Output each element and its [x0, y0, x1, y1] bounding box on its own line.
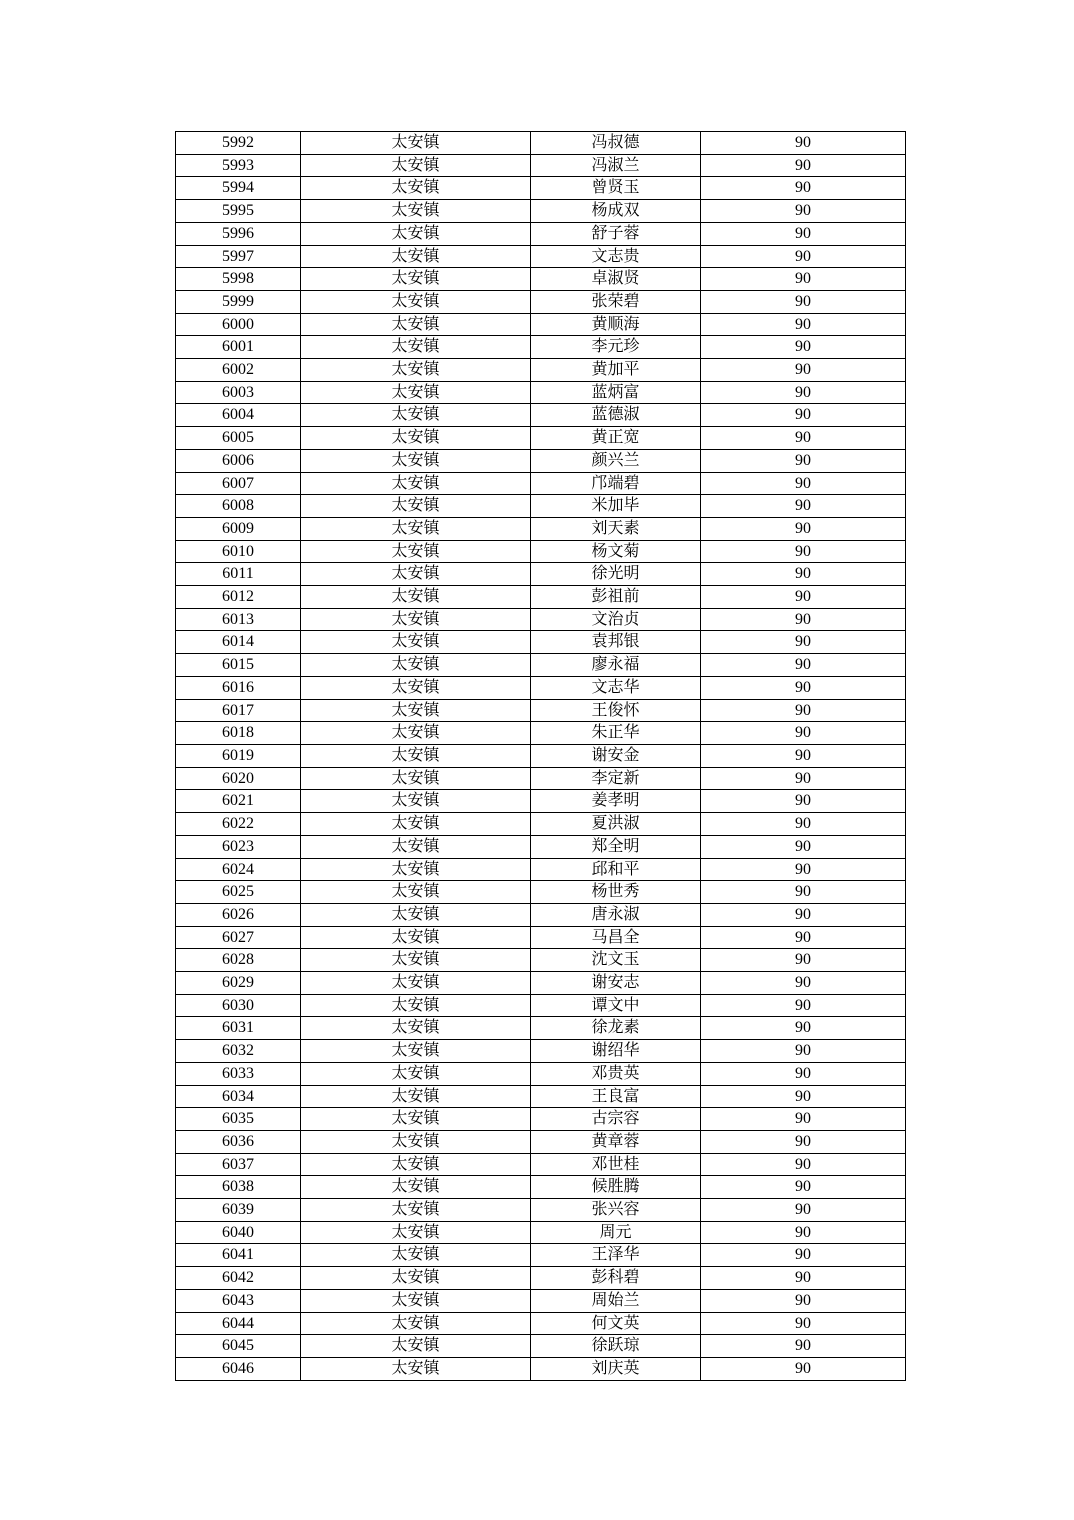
- cell-town: 太安镇: [301, 359, 531, 382]
- cell-town: 太安镇: [301, 586, 531, 609]
- table-row: [176, 654, 906, 677]
- table-row: [176, 268, 906, 291]
- cell-id: 6007: [176, 472, 301, 495]
- cell-town: 太安镇: [301, 790, 531, 813]
- table-row: [176, 1130, 906, 1153]
- cell-score: 90: [701, 472, 906, 495]
- cell-score: 90: [701, 813, 906, 836]
- cell-id: 6014: [176, 631, 301, 654]
- cell-town: 太安镇: [301, 994, 531, 1017]
- cell-town: 太安镇: [301, 1017, 531, 1040]
- table-row: [176, 1176, 906, 1199]
- cell-name: 杨成双: [531, 200, 701, 223]
- table-row: [176, 1335, 906, 1358]
- cell-name: 邱和平: [531, 858, 701, 881]
- table-row: [176, 586, 906, 609]
- cell-id: 6036: [176, 1130, 301, 1153]
- cell-name: 袁邦银: [531, 631, 701, 654]
- cell-score: 90: [701, 177, 906, 200]
- cell-id: 6020: [176, 767, 301, 790]
- cell-town: 太安镇: [301, 177, 531, 200]
- table-row: [176, 517, 906, 540]
- cell-name: 廖永福: [531, 654, 701, 677]
- cell-id: 5999: [176, 290, 301, 313]
- cell-id: 6025: [176, 881, 301, 904]
- cell-name: 冯叔德: [531, 132, 701, 155]
- cell-town: 太安镇: [301, 1289, 531, 1312]
- cell-score: 90: [701, 1130, 906, 1153]
- table-row: [176, 1040, 906, 1063]
- cell-id: 6044: [176, 1312, 301, 1335]
- cell-score: 90: [701, 540, 906, 563]
- cell-town: 太安镇: [301, 835, 531, 858]
- cell-name: 舒子蓉: [531, 222, 701, 245]
- cell-town: 太安镇: [301, 222, 531, 245]
- cell-id: 6026: [176, 903, 301, 926]
- table-row: [176, 699, 906, 722]
- cell-score: 90: [701, 949, 906, 972]
- cell-id: 6021: [176, 790, 301, 813]
- cell-score: 90: [701, 1153, 906, 1176]
- cell-town: 太安镇: [301, 563, 531, 586]
- table-row: [176, 449, 906, 472]
- cell-town: 太安镇: [301, 495, 531, 518]
- cell-name: 古宗容: [531, 1108, 701, 1131]
- cell-name: 何文英: [531, 1312, 701, 1335]
- cell-score: 90: [701, 200, 906, 223]
- table-row: [176, 858, 906, 881]
- cell-name: 杨世秀: [531, 881, 701, 904]
- cell-score: 90: [701, 290, 906, 313]
- cell-id: 6009: [176, 517, 301, 540]
- cell-name: 徐龙素: [531, 1017, 701, 1040]
- cell-name: 谢绍华: [531, 1040, 701, 1063]
- cell-score: 90: [701, 744, 906, 767]
- cell-town: 太安镇: [301, 926, 531, 949]
- cell-name: 王良富: [531, 1085, 701, 1108]
- cell-town: 太安镇: [301, 1062, 531, 1085]
- cell-score: 90: [701, 1357, 906, 1380]
- cell-town: 太安镇: [301, 472, 531, 495]
- cell-id: 6035: [176, 1108, 301, 1131]
- table-row: [176, 359, 906, 382]
- cell-town: 太安镇: [301, 949, 531, 972]
- table-row: [176, 563, 906, 586]
- cell-score: 90: [701, 449, 906, 472]
- cell-town: 太安镇: [301, 1085, 531, 1108]
- cell-score: 90: [701, 1017, 906, 1040]
- cell-id: 5993: [176, 154, 301, 177]
- table-row: [176, 200, 906, 223]
- cell-name: 文志贵: [531, 245, 701, 268]
- cell-town: 太安镇: [301, 268, 531, 291]
- table-row: [176, 290, 906, 313]
- table-row: [176, 222, 906, 245]
- cell-id: 6016: [176, 676, 301, 699]
- cell-name: 黄正宽: [531, 427, 701, 450]
- cell-town: 太安镇: [301, 1335, 531, 1358]
- table-row: [176, 813, 906, 836]
- table-row: [176, 495, 906, 518]
- cell-town: 太安镇: [301, 1176, 531, 1199]
- cell-name: 沈文玉: [531, 949, 701, 972]
- table-row: [176, 154, 906, 177]
- cell-name: 黄顺海: [531, 313, 701, 336]
- cell-id: 6004: [176, 404, 301, 427]
- cell-name: 朱正华: [531, 722, 701, 745]
- table-row: [176, 608, 906, 631]
- cell-score: 90: [701, 631, 906, 654]
- cell-score: 90: [701, 858, 906, 881]
- cell-name: 文志华: [531, 676, 701, 699]
- cell-name: 王泽华: [531, 1244, 701, 1267]
- cell-name: 郑全明: [531, 835, 701, 858]
- table-row: [176, 1085, 906, 1108]
- cell-id: 6040: [176, 1221, 301, 1244]
- cell-id: 5995: [176, 200, 301, 223]
- cell-name: 唐永淑: [531, 903, 701, 926]
- cell-score: 90: [701, 563, 906, 586]
- cell-id: 6012: [176, 586, 301, 609]
- cell-id: 6031: [176, 1017, 301, 1040]
- cell-name: 邓贵英: [531, 1062, 701, 1085]
- cell-id: 6046: [176, 1357, 301, 1380]
- table-row: [176, 1289, 906, 1312]
- table-row: [176, 177, 906, 200]
- cell-name: 徐光明: [531, 563, 701, 586]
- table-row: [176, 427, 906, 450]
- cell-score: 90: [701, 245, 906, 268]
- cell-town: 太安镇: [301, 767, 531, 790]
- cell-id: 6034: [176, 1085, 301, 1108]
- cell-town: 太安镇: [301, 200, 531, 223]
- cell-id: 6039: [176, 1199, 301, 1222]
- cell-name: 黄加平: [531, 359, 701, 382]
- cell-score: 90: [701, 722, 906, 745]
- cell-id: 6023: [176, 835, 301, 858]
- table-row: [176, 1221, 906, 1244]
- cell-id: 6013: [176, 608, 301, 631]
- cell-name: 冯淑兰: [531, 154, 701, 177]
- cell-id: 6030: [176, 994, 301, 1017]
- cell-town: 太安镇: [301, 517, 531, 540]
- cell-id: 5998: [176, 268, 301, 291]
- cell-score: 90: [701, 1267, 906, 1290]
- cell-id: 6010: [176, 540, 301, 563]
- cell-score: 90: [701, 767, 906, 790]
- cell-id: 6018: [176, 722, 301, 745]
- cell-score: 90: [701, 1085, 906, 1108]
- cell-score: 90: [701, 359, 906, 382]
- cell-id: 6024: [176, 858, 301, 881]
- cell-id: 6002: [176, 359, 301, 382]
- cell-id: 5994: [176, 177, 301, 200]
- cell-score: 90: [701, 608, 906, 631]
- cell-town: 太安镇: [301, 631, 531, 654]
- cell-id: 6011: [176, 563, 301, 586]
- table-row: [176, 790, 906, 813]
- cell-name: 张兴容: [531, 1199, 701, 1222]
- cell-name: 蓝德淑: [531, 404, 701, 427]
- cell-name: 卓淑贤: [531, 268, 701, 291]
- cell-score: 90: [701, 1312, 906, 1335]
- cell-town: 太安镇: [301, 1357, 531, 1380]
- cell-town: 太安镇: [301, 132, 531, 155]
- cell-name: 夏洪淑: [531, 813, 701, 836]
- cell-name: 徐跃琼: [531, 1335, 701, 1358]
- cell-name: 张荣碧: [531, 290, 701, 313]
- cell-score: 90: [701, 699, 906, 722]
- cell-name: 黄章蓉: [531, 1130, 701, 1153]
- cell-score: 90: [701, 404, 906, 427]
- cell-name: 米加毕: [531, 495, 701, 518]
- cell-id: 6037: [176, 1153, 301, 1176]
- cell-town: 太安镇: [301, 449, 531, 472]
- cell-score: 90: [701, 1062, 906, 1085]
- table-row: [176, 767, 906, 790]
- cell-town: 太安镇: [301, 1312, 531, 1335]
- cell-id: 6000: [176, 313, 301, 336]
- cell-town: 太安镇: [301, 1108, 531, 1131]
- table-row: [176, 313, 906, 336]
- cell-town: 太安镇: [301, 654, 531, 677]
- table-row: [176, 949, 906, 972]
- cell-town: 太安镇: [301, 813, 531, 836]
- cell-score: 90: [701, 790, 906, 813]
- cell-town: 太安镇: [301, 290, 531, 313]
- cell-town: 太安镇: [301, 427, 531, 450]
- cell-name: 文治贞: [531, 608, 701, 631]
- cell-name: 邝端碧: [531, 472, 701, 495]
- cell-id: 5997: [176, 245, 301, 268]
- cell-name: 刘庆英: [531, 1357, 701, 1380]
- cell-name: 李元珍: [531, 336, 701, 359]
- table-row: [176, 631, 906, 654]
- table-row: [176, 1108, 906, 1131]
- cell-name: 马昌全: [531, 926, 701, 949]
- cell-score: 90: [701, 994, 906, 1017]
- table-row: [176, 1244, 906, 1267]
- cell-name: 周始兰: [531, 1289, 701, 1312]
- table-row: [176, 1199, 906, 1222]
- cell-score: 90: [701, 381, 906, 404]
- cell-id: 6022: [176, 813, 301, 836]
- cell-score: 90: [701, 881, 906, 904]
- cell-town: 太安镇: [301, 154, 531, 177]
- cell-id: 6032: [176, 1040, 301, 1063]
- cell-id: 6029: [176, 972, 301, 995]
- cell-score: 90: [701, 835, 906, 858]
- cell-id: 6019: [176, 744, 301, 767]
- cell-town: 太安镇: [301, 404, 531, 427]
- cell-town: 太安镇: [301, 608, 531, 631]
- table-row: [176, 404, 906, 427]
- table-row: [176, 472, 906, 495]
- cell-score: 90: [701, 495, 906, 518]
- records-table-body: [176, 132, 906, 1381]
- cell-town: 太安镇: [301, 676, 531, 699]
- cell-id: 6038: [176, 1176, 301, 1199]
- cell-score: 90: [701, 313, 906, 336]
- cell-town: 太安镇: [301, 1040, 531, 1063]
- cell-score: 90: [701, 1040, 906, 1063]
- table-row: [176, 881, 906, 904]
- cell-id: 6015: [176, 654, 301, 677]
- cell-score: 90: [701, 1108, 906, 1131]
- cell-id: 6028: [176, 949, 301, 972]
- cell-id: 6008: [176, 495, 301, 518]
- cell-town: 太安镇: [301, 881, 531, 904]
- cell-town: 太安镇: [301, 336, 531, 359]
- cell-town: 太安镇: [301, 722, 531, 745]
- cell-score: 90: [701, 1199, 906, 1222]
- cell-name: 刘天素: [531, 517, 701, 540]
- cell-name: 蓝炳富: [531, 381, 701, 404]
- cell-name: 彭祖前: [531, 586, 701, 609]
- cell-id: 6001: [176, 336, 301, 359]
- table-row: [176, 994, 906, 1017]
- cell-id: 6005: [176, 427, 301, 450]
- cell-town: 太安镇: [301, 972, 531, 995]
- cell-name: 候胜腾: [531, 1176, 701, 1199]
- cell-town: 太安镇: [301, 1130, 531, 1153]
- cell-town: 太安镇: [301, 1153, 531, 1176]
- cell-id: 6027: [176, 926, 301, 949]
- cell-id: 6033: [176, 1062, 301, 1085]
- table-row: [176, 676, 906, 699]
- table-row: [176, 245, 906, 268]
- cell-town: 太安镇: [301, 744, 531, 767]
- cell-score: 90: [701, 1176, 906, 1199]
- cell-score: 90: [701, 1289, 906, 1312]
- cell-score: 90: [701, 1335, 906, 1358]
- cell-score: 90: [701, 427, 906, 450]
- cell-score: 90: [701, 1244, 906, 1267]
- cell-id: 5996: [176, 222, 301, 245]
- table-row: [176, 381, 906, 404]
- cell-id: 6042: [176, 1267, 301, 1290]
- cell-id: 6045: [176, 1335, 301, 1358]
- cell-id: 5992: [176, 132, 301, 155]
- cell-town: 太安镇: [301, 1221, 531, 1244]
- cell-score: 90: [701, 154, 906, 177]
- cell-id: 6006: [176, 449, 301, 472]
- cell-town: 太安镇: [301, 858, 531, 881]
- table-row: [176, 1017, 906, 1040]
- table-row: [176, 1357, 906, 1380]
- cell-name: 王俊怀: [531, 699, 701, 722]
- cell-id: 6017: [176, 699, 301, 722]
- cell-name: 彭科碧: [531, 1267, 701, 1290]
- cell-score: 90: [701, 517, 906, 540]
- cell-town: 太安镇: [301, 1199, 531, 1222]
- table-row: [176, 132, 906, 155]
- cell-name: 李定新: [531, 767, 701, 790]
- table-row: [176, 744, 906, 767]
- cell-score: 90: [701, 972, 906, 995]
- cell-score: 90: [701, 132, 906, 155]
- table-row: [176, 1312, 906, 1335]
- cell-town: 太安镇: [301, 903, 531, 926]
- table-row: [176, 1062, 906, 1085]
- cell-score: 90: [701, 926, 906, 949]
- cell-name: 邓世桂: [531, 1153, 701, 1176]
- cell-score: 90: [701, 586, 906, 609]
- table-row: [176, 903, 906, 926]
- cell-name: 杨文菊: [531, 540, 701, 563]
- table-row: [176, 1153, 906, 1176]
- cell-name: 谢安金: [531, 744, 701, 767]
- cell-town: 太安镇: [301, 699, 531, 722]
- cell-score: 90: [701, 1221, 906, 1244]
- cell-name: 周元: [531, 1221, 701, 1244]
- cell-name: 姜孝明: [531, 790, 701, 813]
- cell-name: 曾贤玉: [531, 177, 701, 200]
- cell-score: 90: [701, 268, 906, 291]
- table-row: [176, 336, 906, 359]
- table-row: [176, 722, 906, 745]
- cell-town: 太安镇: [301, 381, 531, 404]
- cell-town: 太安镇: [301, 1244, 531, 1267]
- cell-score: 90: [701, 222, 906, 245]
- table-row: [176, 835, 906, 858]
- cell-id: 6043: [176, 1289, 301, 1312]
- records-table: [175, 131, 906, 1381]
- cell-town: 太安镇: [301, 1267, 531, 1290]
- cell-score: 90: [701, 676, 906, 699]
- cell-town: 太安镇: [301, 540, 531, 563]
- table-row: [176, 1267, 906, 1290]
- table-row: [176, 926, 906, 949]
- cell-name: 谢安志: [531, 972, 701, 995]
- cell-score: 90: [701, 336, 906, 359]
- cell-name: 谭文中: [531, 994, 701, 1017]
- cell-id: 6003: [176, 381, 301, 404]
- cell-town: 太安镇: [301, 313, 531, 336]
- cell-score: 90: [701, 654, 906, 677]
- table-row: [176, 972, 906, 995]
- cell-town: 太安镇: [301, 245, 531, 268]
- cell-name: 颜兴兰: [531, 449, 701, 472]
- cell-id: 6041: [176, 1244, 301, 1267]
- cell-score: 90: [701, 903, 906, 926]
- table-row: [176, 540, 906, 563]
